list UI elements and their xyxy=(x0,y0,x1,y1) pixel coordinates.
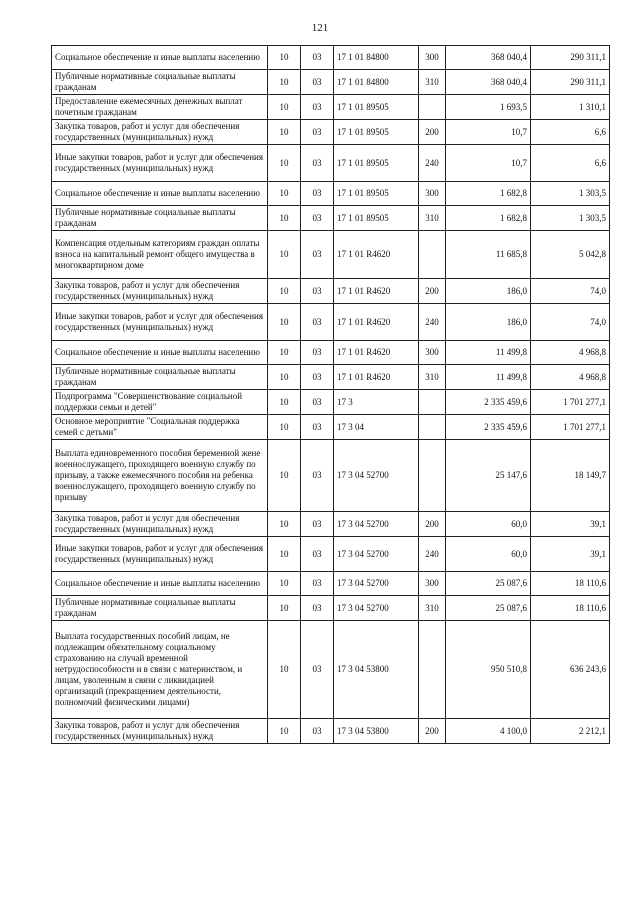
row-subsection: 03 xyxy=(301,390,334,415)
row-amount-actual: 6,6 xyxy=(531,120,610,145)
row-amount-plan: 10,7 xyxy=(446,120,531,145)
table-row xyxy=(52,279,610,304)
row-amount-actual: 1 701 277,1 xyxy=(531,390,610,415)
table-row xyxy=(52,537,610,572)
row-section: 10 xyxy=(268,182,301,206)
row-name: Социальное обеспечение и иные выплаты населению xyxy=(52,46,268,70)
table-row xyxy=(52,120,610,145)
table-row xyxy=(52,206,610,231)
row-expense-type: 310 xyxy=(419,206,446,231)
row-expense-type: 300 xyxy=(419,341,446,365)
row-amount-actual: 4 968,8 xyxy=(531,341,610,365)
row-amount-plan: 2 335 459,6 xyxy=(446,415,531,440)
row-name: Социальное обеспечение и иные выплаты населению xyxy=(52,572,268,596)
table-row xyxy=(52,95,610,120)
row-amount-actual: 74,0 xyxy=(531,304,610,341)
row-amount-plan: 25 087,6 xyxy=(446,572,531,596)
row-amount-plan: 186,0 xyxy=(446,304,531,341)
row-target-article: 17 3 04 52700 xyxy=(334,440,419,512)
row-name: Закупка товаров, работ и услуг для обеспечения государственных (муниципальных) нужд xyxy=(52,120,268,145)
row-section: 10 xyxy=(268,95,301,120)
row-amount-actual: 6,6 xyxy=(531,145,610,182)
row-amount-actual: 1 701 277,1 xyxy=(531,415,610,440)
row-section: 10 xyxy=(268,365,301,390)
row-target-article: 17 3 04 52700 xyxy=(334,596,419,621)
row-expense-type: 200 xyxy=(419,719,446,744)
row-amount-actual: 1 303,5 xyxy=(531,182,610,206)
row-amount-plan: 1 682,8 xyxy=(446,206,531,231)
row-amount-plan: 368 040,4 xyxy=(446,70,531,95)
row-name: Закупка товаров, работ и услуг для обеспечения государственных (муниципальных) нужд xyxy=(52,512,268,537)
row-section: 10 xyxy=(268,596,301,621)
row-target-article: 17 3 xyxy=(334,390,419,415)
row-subsection: 03 xyxy=(301,365,334,390)
row-amount-actual: 4 968,8 xyxy=(531,365,610,390)
row-section: 10 xyxy=(268,120,301,145)
row-name: Закупка товаров, работ и услуг для обеспечения государственных (муниципальных) нужд xyxy=(52,719,268,744)
table-row xyxy=(52,46,610,70)
row-name: Выплата единовременного пособия беременной жене военнослужащего, проходящего военную службу по призыву, а также ежемесячного пособия на ребенка военнослужащего, проходящего военную службу по призыву xyxy=(52,440,268,512)
table-row xyxy=(52,415,610,440)
row-expense-type: 240 xyxy=(419,145,446,182)
row-amount-actual: 18 149,7 xyxy=(531,440,610,512)
row-subsection: 03 xyxy=(301,182,334,206)
row-section: 10 xyxy=(268,572,301,596)
row-target-article: 17 3 04 52700 xyxy=(334,572,419,596)
row-subsection: 03 xyxy=(301,206,334,231)
row-subsection: 03 xyxy=(301,95,334,120)
table-row xyxy=(52,145,610,182)
table-row xyxy=(52,390,610,415)
table-row xyxy=(52,304,610,341)
row-target-article: 17 1 01 R4620 xyxy=(334,279,419,304)
row-subsection: 03 xyxy=(301,46,334,70)
table-row xyxy=(52,572,610,596)
row-section: 10 xyxy=(268,304,301,341)
row-amount-actual: 1 310,1 xyxy=(531,95,610,120)
row-name: Социальное обеспечение и иные выплаты населению xyxy=(52,182,268,206)
row-amount-actual: 2 212,1 xyxy=(531,719,610,744)
row-amount-plan: 11 499,8 xyxy=(446,341,531,365)
row-amount-plan: 1 682,8 xyxy=(446,182,531,206)
row-section: 10 xyxy=(268,206,301,231)
row-target-article: 17 1 01 89505 xyxy=(334,120,419,145)
row-expense-type: 300 xyxy=(419,46,446,70)
row-amount-actual: 39,1 xyxy=(531,537,610,572)
row-target-article: 17 1 01 84800 xyxy=(334,70,419,95)
row-subsection: 03 xyxy=(301,145,334,182)
row-section: 10 xyxy=(268,46,301,70)
row-target-article: 17 1 01 R4620 xyxy=(334,231,419,279)
table-row xyxy=(52,719,610,744)
row-subsection: 03 xyxy=(301,512,334,537)
row-target-article: 17 1 01 89505 xyxy=(334,95,419,120)
row-name: Иные закупки товаров, работ и услуг для обеспечения государственных (муниципальных) нужд xyxy=(52,145,268,182)
row-name: Основное мероприятие "Социальная поддержка семей с детьми" xyxy=(52,415,268,440)
row-section: 10 xyxy=(268,231,301,279)
row-subsection: 03 xyxy=(301,120,334,145)
row-section: 10 xyxy=(268,415,301,440)
row-amount-actual: 74,0 xyxy=(531,279,610,304)
row-name: Публичные нормативные социальные выплаты гражданам xyxy=(52,70,268,95)
row-amount-plan: 950 510,8 xyxy=(446,621,531,719)
row-amount-plan: 1 693,5 xyxy=(446,95,531,120)
row-target-article: 17 3 04 xyxy=(334,415,419,440)
budget-table xyxy=(51,45,610,744)
row-target-article: 17 1 01 R4620 xyxy=(334,304,419,341)
row-subsection: 03 xyxy=(301,415,334,440)
row-expense-type: 200 xyxy=(419,512,446,537)
row-section: 10 xyxy=(268,719,301,744)
row-expense-type xyxy=(419,440,446,512)
row-amount-actual: 39,1 xyxy=(531,512,610,537)
table-row xyxy=(52,182,610,206)
row-subsection: 03 xyxy=(301,572,334,596)
row-section: 10 xyxy=(268,440,301,512)
row-section: 10 xyxy=(268,537,301,572)
row-name: Выплата государственных пособий лицам, не подлежащим обязательному социальному страхованию на случай временной нетрудоспособности и в связи с материнством, и лицам, уволенным в связи с ликвидацией организаций (прекращением деятельности, полномочий физическими лицами) xyxy=(52,621,268,719)
row-section: 10 xyxy=(268,512,301,537)
row-subsection: 03 xyxy=(301,537,334,572)
row-target-article: 17 3 04 53800 xyxy=(334,719,419,744)
row-target-article: 17 1 01 84800 xyxy=(334,46,419,70)
row-target-article: 17 1 01 R4620 xyxy=(334,341,419,365)
row-subsection: 03 xyxy=(301,341,334,365)
table-row xyxy=(52,621,610,719)
row-amount-actual: 1 303,5 xyxy=(531,206,610,231)
row-name: Иные закупки товаров, работ и услуг для обеспечения государственных (муниципальных) нужд xyxy=(52,537,268,572)
table-row xyxy=(52,596,610,621)
row-expense-type: 310 xyxy=(419,365,446,390)
row-name: Предоставление ежемесячных денежных выплат почетным гражданам xyxy=(52,95,268,120)
row-amount-actual: 5 042,8 xyxy=(531,231,610,279)
row-target-article: 17 3 04 52700 xyxy=(334,537,419,572)
table-row xyxy=(52,365,610,390)
row-subsection: 03 xyxy=(301,304,334,341)
row-subsection: 03 xyxy=(301,231,334,279)
row-amount-actual: 290 311,1 xyxy=(531,70,610,95)
row-amount-plan: 60,0 xyxy=(446,537,531,572)
row-expense-type: 200 xyxy=(419,279,446,304)
row-name: Социальное обеспечение и иные выплаты населению xyxy=(52,341,268,365)
table-row xyxy=(52,341,610,365)
row-expense-type: 310 xyxy=(419,596,446,621)
row-section: 10 xyxy=(268,279,301,304)
row-target-article: 17 1 01 89505 xyxy=(334,182,419,206)
row-name: Подпрограмма "Совершенствование социальной поддержки семьи и детей" xyxy=(52,390,268,415)
row-subsection: 03 xyxy=(301,621,334,719)
row-expense-type xyxy=(419,95,446,120)
table-row xyxy=(52,231,610,279)
row-amount-plan: 60,0 xyxy=(446,512,531,537)
row-name: Иные закупки товаров, работ и услуг для обеспечения государственных (муниципальных) нужд xyxy=(52,304,268,341)
row-name: Публичные нормативные социальные выплаты гражданам xyxy=(52,596,268,621)
row-expense-type xyxy=(419,390,446,415)
row-section: 10 xyxy=(268,145,301,182)
row-amount-actual: 18 110,6 xyxy=(531,572,610,596)
table-row xyxy=(52,512,610,537)
row-subsection: 03 xyxy=(301,440,334,512)
row-section: 10 xyxy=(268,70,301,95)
row-expense-type: 240 xyxy=(419,537,446,572)
row-expense-type: 310 xyxy=(419,70,446,95)
row-expense-type: 300 xyxy=(419,572,446,596)
table-row xyxy=(52,440,610,512)
row-name: Закупка товаров, работ и услуг для обеспечения государственных (муниципальных) нужд xyxy=(52,279,268,304)
row-target-article: 17 3 04 53800 xyxy=(334,621,419,719)
row-amount-plan: 11 499,8 xyxy=(446,365,531,390)
row-target-article: 17 3 04 52700 xyxy=(334,512,419,537)
row-expense-type xyxy=(419,231,446,279)
row-amount-plan: 4 100,0 xyxy=(446,719,531,744)
row-expense-type: 240 xyxy=(419,304,446,341)
row-amount-plan: 2 335 459,6 xyxy=(446,390,531,415)
row-name: Публичные нормативные социальные выплаты гражданам xyxy=(52,206,268,231)
row-subsection: 03 xyxy=(301,279,334,304)
row-name: Компенсация отдельным категориям граждан оплаты взноса на капитальный ремонт общего имущества в многоквартирном доме xyxy=(52,231,268,279)
row-amount-plan: 25 147,6 xyxy=(446,440,531,512)
page-number: 121 xyxy=(311,22,329,34)
row-expense-type: 200 xyxy=(419,120,446,145)
row-target-article: 17 1 01 89505 xyxy=(334,206,419,231)
row-section: 10 xyxy=(268,390,301,415)
row-target-article: 17 1 01 R4620 xyxy=(334,365,419,390)
row-amount-plan: 25 087,6 xyxy=(446,596,531,621)
row-section: 10 xyxy=(268,621,301,719)
row-subsection: 03 xyxy=(301,70,334,95)
row-amount-plan: 368 040,4 xyxy=(446,46,531,70)
row-expense-type xyxy=(419,621,446,719)
row-expense-type xyxy=(419,415,446,440)
row-amount-actual: 636 243,6 xyxy=(531,621,610,719)
row-amount-actual: 290 311,1 xyxy=(531,46,610,70)
row-name: Публичные нормативные социальные выплаты гражданам xyxy=(52,365,268,390)
row-amount-plan: 186,0 xyxy=(446,279,531,304)
row-target-article: 17 1 01 89505 xyxy=(334,145,419,182)
row-amount-plan: 10,7 xyxy=(446,145,531,182)
table-row xyxy=(52,70,610,95)
row-section: 10 xyxy=(268,341,301,365)
row-amount-actual: 18 110,6 xyxy=(531,596,610,621)
row-expense-type: 300 xyxy=(419,182,446,206)
row-subsection: 03 xyxy=(301,596,334,621)
row-subsection: 03 xyxy=(301,719,334,744)
row-amount-plan: 11 685,8 xyxy=(446,231,531,279)
